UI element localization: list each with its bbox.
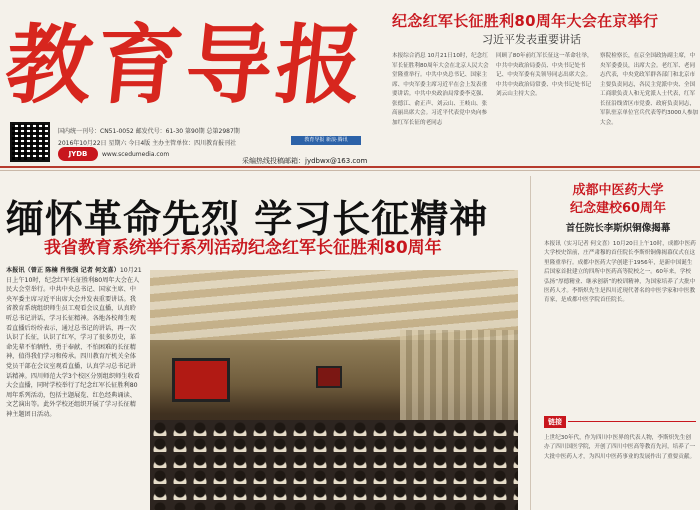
newspaper-logo: 教育导报 [0,15,372,116]
top-story-column: 回顾了80年前红军长征这一革命壮举，中共中央政治局委员、中央书记处书记、中央军委有关领导同志出席大会。中共中央政治局常委、中央书记处书记刘云山主持大会。 [496,53,593,97]
article-lead: 本报讯（曾正 陈楠 肖张强 记者 何文喜） [6,267,120,274]
top-story-column: 本报综合消息 10月21日10时，纪念红军长征胜利80周年大会在北京人民大会堂隆重举行。中共中央总书记、国家主席、中央军委主席习近平在会上发表重要讲话。中共中央政治局常委李克强、张德江、俞正声、刘云山、王岐山、张高丽出席大会。习近平代表党中央向参加红军长征的老同志 [392,53,489,126]
photo-audience [150,420,518,510]
right-story-title [536,182,700,218]
issue-date-line: 2016年10月22日 星期六 今日4版 主办主管单位：四川教育报刊社 [58,140,237,147]
right-story [536,176,700,510]
right-story-title-line: 成都中医药大学 [572,183,664,198]
jydb-badge: JYDB [58,147,98,161]
masthead [0,0,390,165]
masthead-info [6,120,390,164]
website-url: www.scedumedia.com [102,151,170,158]
top-story-title: 纪念红军长征胜利80周年大会在京举行 [392,12,659,30]
top-story-subtitle: 习近平发表重要讲话 [482,33,581,46]
top-story-columns [392,52,700,162]
qr-code-icon [10,122,50,162]
link-body: 上世纪30年代，作为四川中医界的代表人物，李斯炽先生创办了四川国医学院，开创了四川中医高等教育先河，培养了一大批中医药人才，为四川中医药事业的发展作出了重要贡献。 [544,435,696,460]
side-screen [316,366,342,388]
link-tag: 链接 [544,416,566,428]
main-headline: 缅怀革命先烈 学习长征精神 [6,197,489,241]
publication-numbers: 国内统一刊号：CN51-0052 邮发代号：61-30 第90期 总第2987期 [58,128,240,135]
section-divider [0,166,700,168]
top-story-column: 察院检察长，在京全国政协副主席，中央军委委员，出席大会。老红军、老同志代表，中央党政军群各部门和北京市主要负责同志，各民主党派中央、全国工商联负责人和无党派人士代表，红军长征沿线省区市党委、政府负责同志，军队驻京单位官兵代表等约3000人参加大会。 [600,53,699,126]
social-strip: 教育导报 新浪·腾讯 [291,136,361,145]
link-rule [568,421,696,422]
section-divider-thin [0,170,700,171]
article-text: 10月21日上午10时，纪念红军长征胜利80周年大会在人民大会堂举行。中共中央总书记、国家主席、中央军委主席习近平出席大会并发表重要讲话。我省教育系统组织师生员工观看会议直播，认真聆听总书记讲话，学习长征精神。各地各校师生观看直播后纷纷表示，通过总书记的讲话，再一次认识了长征，认识了红军，学习了很多历史，革命先辈不怕牺牲、勇于奉献、不怕困难的长征精神，值得我们学习和传承。四川教育厅机关全体党员干部在会议室观看直播，认真学习总书记讲话精神。四川师范大学3个校区分别组织师生收看大会直播，同时学校举行了纪念红军长征胜利80周年系列活动，包括主题展览、红色经典诵读、文艺演出等。此外学校还组织开展了学习长征精神主题团日活动。 [6,267,142,418]
submission-email: 采编热线投稿邮箱：jydbwx@163.com [242,157,368,165]
main-subhead: 我省教育系统举行系列活动纪念红军长征胜利80周年 [44,238,442,258]
auditorium-photo [150,270,518,510]
right-story-subtitle: 首任院长李斯炽铜像揭幕 [565,223,671,234]
right-story-title-line: 纪念建校60周年 [569,201,667,216]
projection-screen [172,358,230,402]
column-divider [530,176,531,510]
top-story [392,0,700,165]
main-article-body [6,266,142,510]
right-story-body: 本报讯（实习记者 何文喜）10月20日上午10时，成都中医药大学校史馆前，庄严肃穆的首任院长李斯炽铜像揭幕仪式在这里隆重举行。成都中医药大学创建于1956年，是新中国诞生后国家首批建立的四所中医药高等院校之一。60年来，学校弘扬“厚德精业、继承创新”的校训精神，为国家培养了大批中医药人才。李斯炽先生是四川近现代著名的中医学家和中医教育家，是成都中医学院首任院长。 [544,241,696,304]
